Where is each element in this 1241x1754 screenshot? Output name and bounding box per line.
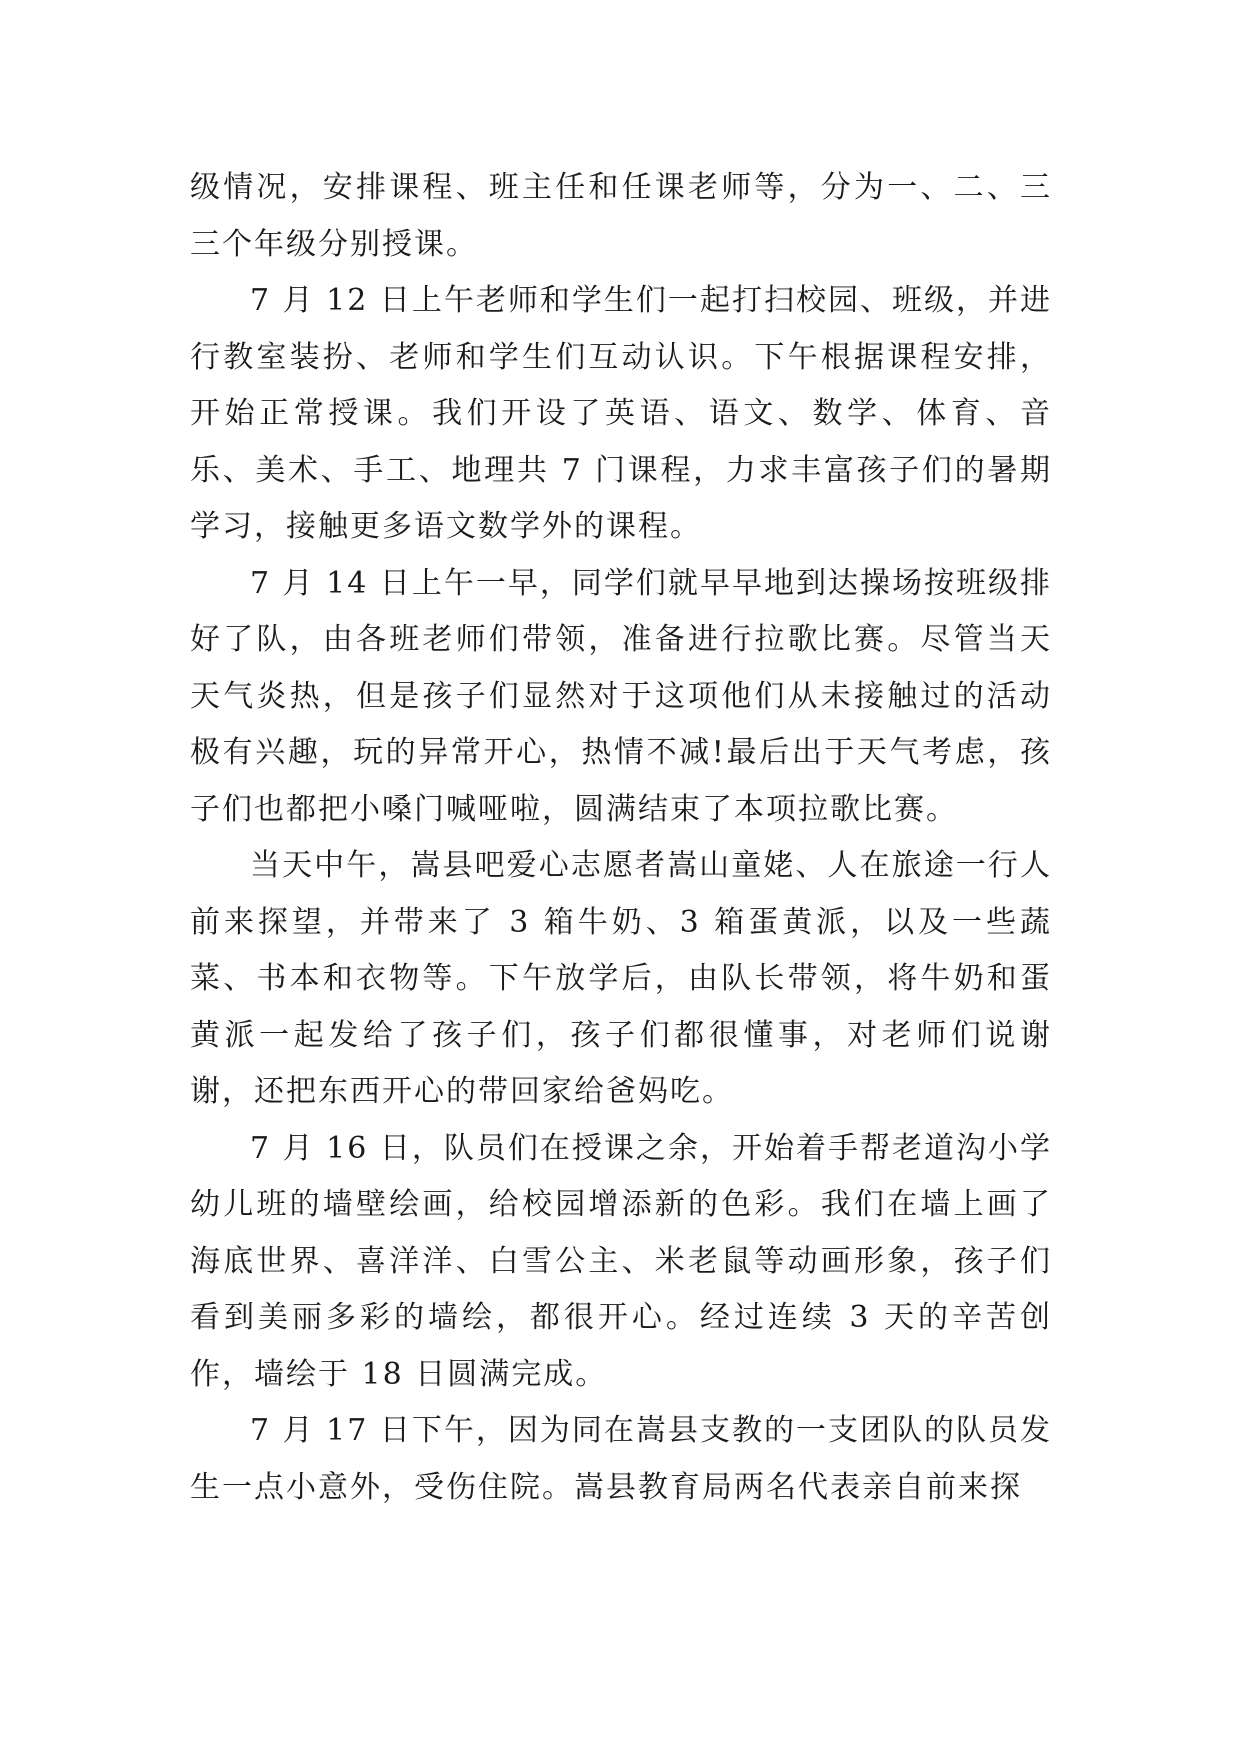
paragraph-july-17: 7 月 17 日下午，因为同在嵩县支教的一支团队的队员发生一点小意外，受伤住院。嵩县教育局两名代表亲自前来探: [190, 1413, 1052, 1505]
paragraph-july-16: 7 月 16 日，队员们在授课之余，开始着手帮老道沟小学幼儿班的墙壁绘画，给校园增添新的色彩。我们在墙上画了海底世界、喜洋洋、白雪公主、米老鼠等动画形象，孩子们看到美丽多彩的墙绘，都很开心。经过连续 3 天的辛苦创作，墙绘于 18 日圆满完成。: [190, 1130, 1052, 1392]
document-body: [190, 160, 1052, 1516]
paragraph-noon-visit: 当天中午，嵩县吧爱心志愿者嵩山童姥、人在旅途一行人前来探望，并带来了 3 箱牛奶、3 箱蛋黄派，以及一些蔬菜、书本和衣物等。下午放学后，由队长带领，将牛奶和蛋黄派一起发给了孩子们，孩子们都很懂事，对老师们说谢谢，还把东西开心的带回家给爸妈吃。: [190, 848, 1052, 1109]
paragraph-july-12: 7 月 12 日上午老师和学生们一起打扫校园、班级，并进行教室装扮、老师和学生们互动认识。下午根据课程安排，开始正常授课。我们开设了英语、语文、数学、体育、音乐、美术、手工、地理共 7 门课程，力求丰富孩子们的暑期学习，接触更多语文数学外的课程。: [190, 283, 1052, 544]
paragraph-july-14: 7 月 14 日上午一早，同学们就早早地到达操场按班级排好了队，由各班老师们带领，准备进行拉歌比赛。尽管当天天气炎热，但是孩子们显然对于这项他们从未接触过的活动极有兴趣，玩的异常开心，热情不减!最后出于天气考虑，孩子们也都把小嗓门喊哑啦，圆满结束了本项拉歌比赛。: [190, 565, 1052, 827]
paragraph-continuation: 级情况，安排课程、班主任和任课老师等，分为一、二、三三个年级分别授课。: [190, 170, 1052, 262]
